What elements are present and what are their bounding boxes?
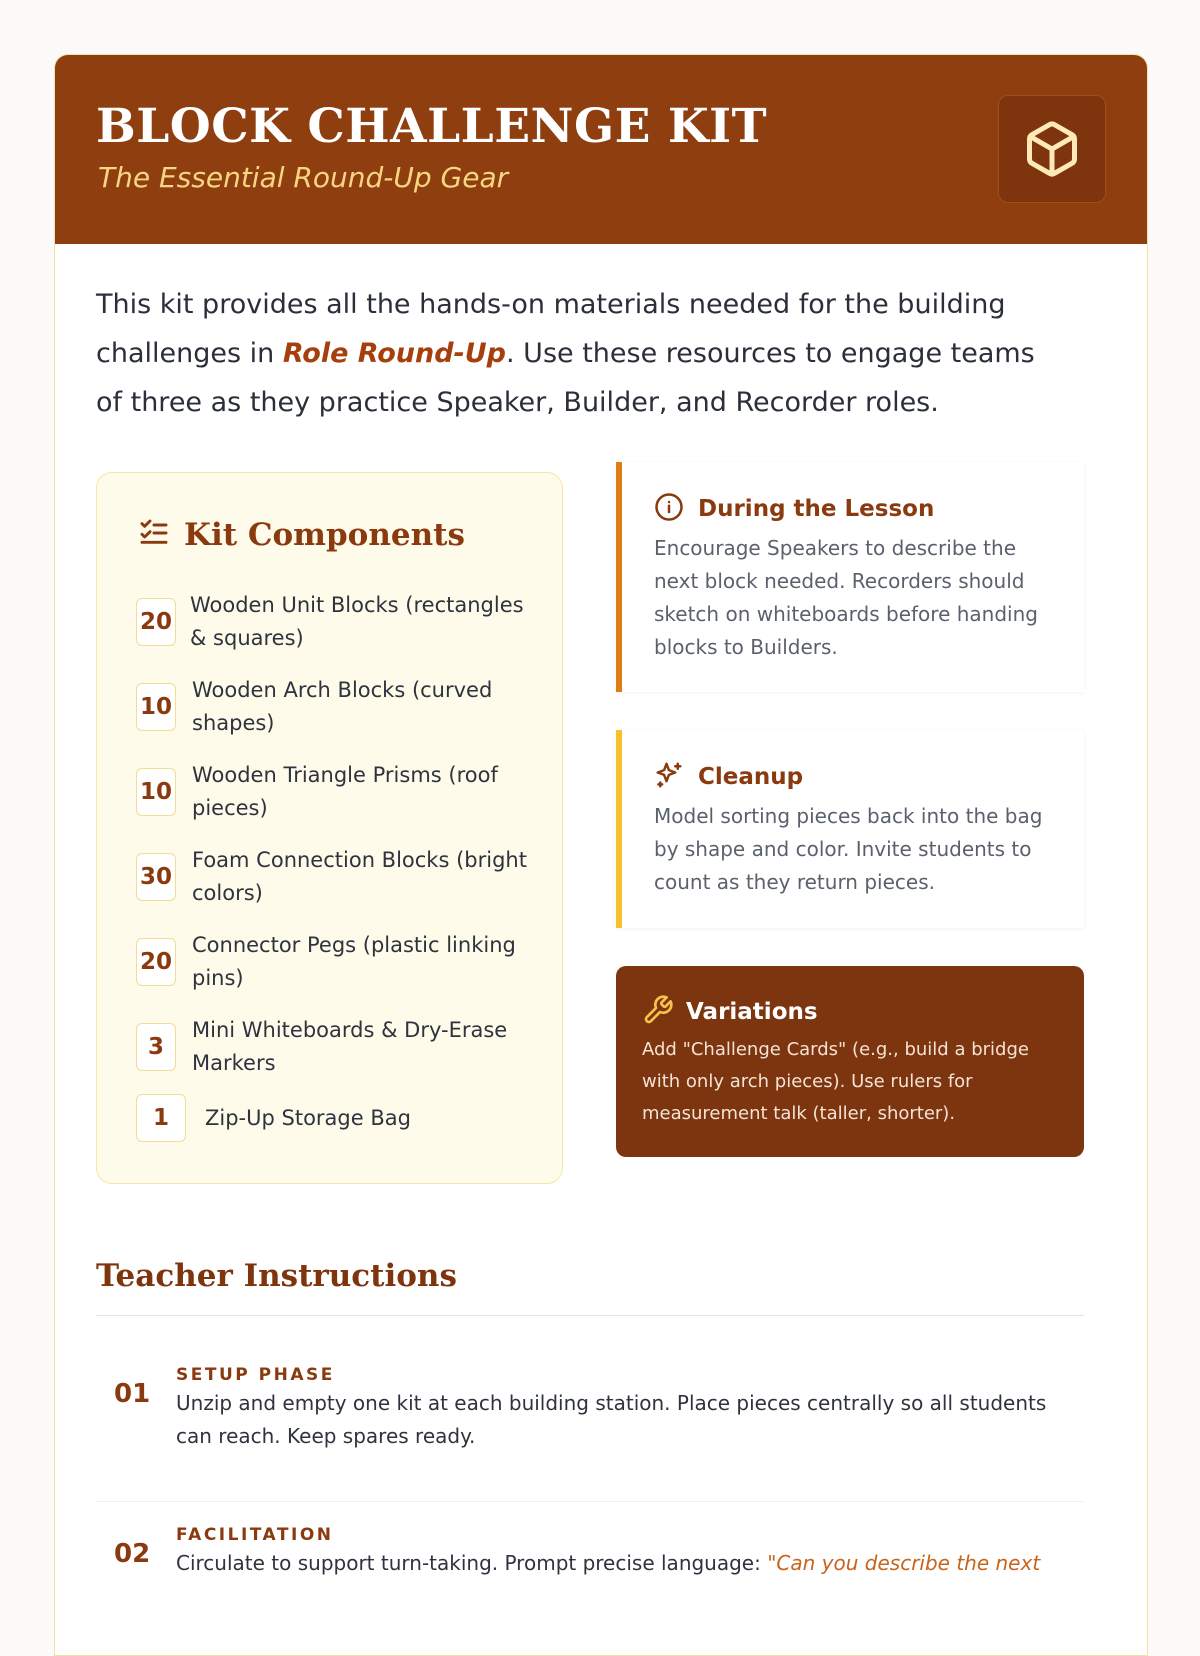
- component-qty: 10: [136, 768, 176, 816]
- intro-paragraph: [96, 280, 1056, 427]
- step-number: 02: [114, 1539, 151, 1569]
- component-item: [136, 589, 536, 655]
- step-text-body: Circulate to support turn-taking. Prompt precise language:: [176, 1551, 768, 1575]
- step-label: SETUP PHASE: [176, 1365, 335, 1385]
- during-lesson-text: Encourage Speakers to describe the next block needed. Recorders should sketch on whiteboards before handing blocks to Builders.: [654, 536, 1038, 659]
- component-qty: 20: [136, 598, 176, 646]
- section-divider: [96, 1315, 1084, 1316]
- intro-text-end: . Use these resources to engage teams of three as they practice Speaker, Builder, and Recorder roles.: [96, 338, 1035, 418]
- cleanup-title: Cleanup: [698, 764, 804, 790]
- component-item: [136, 844, 536, 910]
- component-item: [136, 674, 536, 740]
- component-name: Wooden Arch Blocks (curved shapes): [192, 678, 493, 735]
- info-icon: [654, 492, 684, 526]
- list-checks-icon: [138, 517, 170, 553]
- variations-note: [616, 966, 1084, 1157]
- kit-card: [54, 54, 1148, 1656]
- variations-text: Add "Challenge Cards" (e.g., build a bridge with only arch pieces). Use rulers for measurement talk (taller, shorter).: [642, 1039, 1029, 1124]
- component-qty: 10: [136, 683, 176, 731]
- cleanup-heading: [654, 760, 803, 794]
- component-item: [136, 1094, 536, 1142]
- component-qty: 20: [136, 938, 176, 986]
- component-name: Wooden Unit Blocks (rectangles & squares): [190, 593, 524, 650]
- component-name: Foam Connection Blocks (bright colors): [192, 848, 527, 905]
- step-divider: [96, 1501, 1084, 1502]
- lesson-name: Role Round-Up: [282, 338, 507, 369]
- kit-components-panel: [96, 472, 563, 1184]
- step-label: FACILITATION: [176, 1525, 334, 1545]
- page-title: BLOCK CHALLENGE KIT: [96, 99, 768, 154]
- component-name: Wooden Triangle Prisms (roof pieces): [192, 763, 498, 820]
- sparkles-icon: [654, 760, 684, 794]
- intro-text-start: This kit provides all the hands-on materials needed for the building challenges in: [96, 289, 1006, 369]
- component-item: [136, 1014, 536, 1080]
- kit-header: [55, 55, 1147, 244]
- box-icon: [998, 95, 1106, 203]
- component-name: Zip-Up Storage Bag: [205, 1105, 411, 1130]
- step-number: 01: [114, 1379, 151, 1409]
- step-text: Unzip and empty one kit at each building station. Place pieces centrally so all students can reach. Keep spares ready.: [176, 1391, 1047, 1448]
- teacher-instructions-title: Teacher Instructions: [96, 1258, 457, 1294]
- component-qty: 30: [136, 853, 176, 901]
- step-text: [176, 1547, 1076, 1580]
- component-name: Mini Whiteboards & Dry-Erase Markers: [192, 1018, 508, 1075]
- wrench-icon: [642, 994, 674, 1030]
- during-lesson-heading: [654, 492, 934, 526]
- component-qty: 1: [136, 1094, 186, 1142]
- instruction-step: [114, 1365, 1074, 1475]
- page-subtitle: The Essential Round-Up Gear: [98, 161, 509, 194]
- during-lesson-note: [616, 462, 1084, 692]
- instruction-step: [114, 1525, 1074, 1605]
- component-qty: 3: [136, 1023, 176, 1071]
- component-name: Connector Pegs (plastic linking pins): [192, 933, 516, 990]
- component-item: [136, 929, 536, 995]
- variations-heading: [642, 994, 818, 1030]
- kit-components-title: Kit Components: [184, 517, 465, 553]
- during-lesson-title: During the Lesson: [698, 496, 935, 522]
- kit-components-heading: [138, 517, 465, 553]
- cleanup-text: Model sorting pieces back into the bag by shape and color. Invite students to count as they return pieces.: [654, 804, 1043, 894]
- cleanup-note: [616, 730, 1084, 928]
- component-item: [136, 759, 536, 825]
- variations-title: Variations: [686, 999, 818, 1025]
- step-quote: "Can you describe the next: [767, 1551, 1041, 1575]
